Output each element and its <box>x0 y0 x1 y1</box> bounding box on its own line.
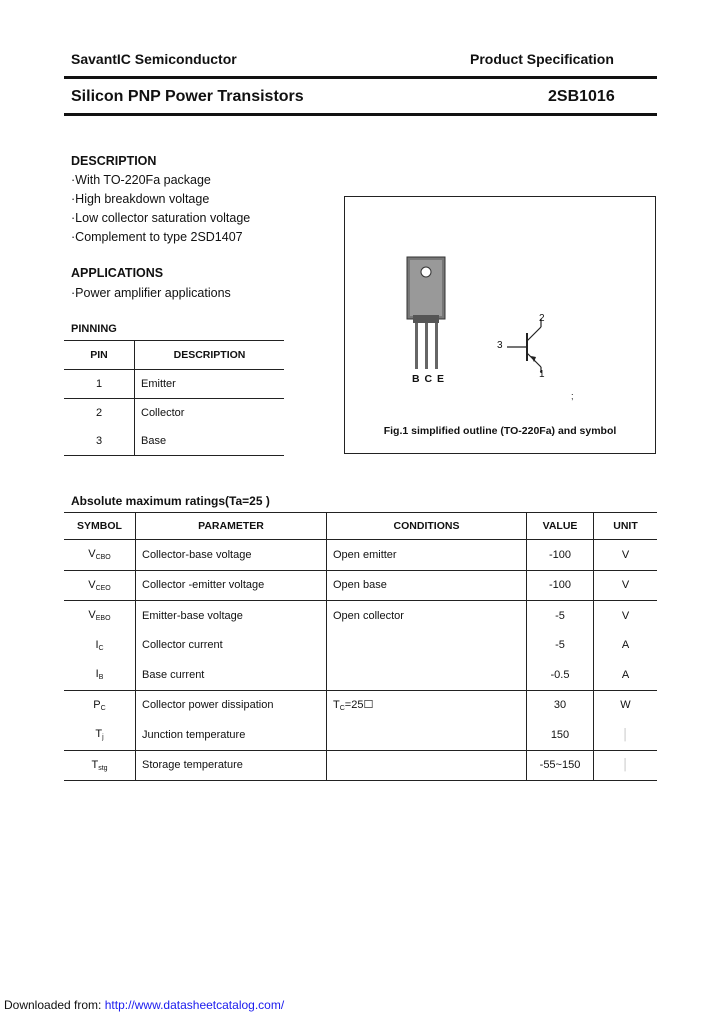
symbol-emitter-label: 1 <box>539 369 545 380</box>
pin-description: Collector <box>135 399 285 428</box>
table-row <box>64 601 657 631</box>
table-row <box>64 660 657 690</box>
conditions-header: CONDITIONS <box>327 513 527 540</box>
symbol-base-label: 3 <box>497 340 503 351</box>
conditions-cell <box>327 631 527 661</box>
footer-prefix: Downloaded from: <box>4 998 102 1012</box>
package-outline-drawing <box>345 197 655 417</box>
table-row <box>64 750 657 781</box>
pin-number: 2 <box>64 399 135 428</box>
conditions-cell <box>327 720 527 750</box>
pin-description: Emitter <box>141 378 176 390</box>
value-cell: -5 <box>527 631 594 661</box>
unit-cell: V <box>594 570 658 601</box>
table-row <box>64 570 657 601</box>
footer-link[interactable]: http://www.datasheetcatalog.com/ <box>104 998 285 1012</box>
symbol-collector-label: 2 <box>539 313 545 324</box>
symbol-cell: $V_{CEO}$ <box>64 570 136 601</box>
table-row <box>64 540 657 571</box>
company-name: SavantIC Semiconductor <box>71 51 237 67</box>
description-item: ·High breakdown voltage <box>71 192 210 206</box>
description-item: ·Low collector saturation voltage <box>71 211 251 225</box>
header-rule-top <box>64 76 657 79</box>
ratings-table <box>64 512 657 781</box>
pin-header: PIN <box>64 341 135 370</box>
unit-cell: W <box>620 699 631 712</box>
table-row <box>64 690 657 720</box>
value-cell: 30 <box>527 690 594 720</box>
value-cell: -55~150 <box>527 750 594 781</box>
pin-letters: B C E <box>412 373 446 385</box>
table-row <box>64 370 284 399</box>
value-cell: -100 <box>527 540 594 571</box>
unit-cell: │ <box>594 750 658 781</box>
footer <box>4 998 284 1012</box>
conditions-cell <box>327 660 527 690</box>
product-family: Silicon PNP Power Transistors <box>71 88 304 105</box>
table-row <box>64 720 657 750</box>
value-header: VALUE <box>527 513 594 540</box>
conditions-cell: Open emitter <box>327 540 527 571</box>
parameter-cell: Collector power dissipation <box>136 690 327 720</box>
conditions-cell: Open collector <box>327 601 527 631</box>
parameter-cell: Collector current <box>136 631 327 661</box>
unit-header: UNIT <box>594 513 658 540</box>
table-row <box>64 399 284 428</box>
table-row <box>64 427 284 456</box>
symbol-header: SYMBOL <box>64 513 136 540</box>
pin-number: 3 <box>64 427 135 456</box>
pin-description: Base <box>135 427 285 456</box>
conditions-cell: Open base <box>327 570 527 601</box>
symbol-cell: $I_C$ <box>64 631 136 661</box>
unit-cell: V <box>594 540 658 571</box>
unit-cell: A <box>621 639 630 652</box>
description-item: ·Complement to type 2SD1407 <box>71 230 243 244</box>
parameter-cell: Emitter-base voltage <box>136 601 327 631</box>
header-rule-bottom <box>64 113 657 116</box>
stray-mark: ; <box>571 391 574 401</box>
pinning-title: PINNING <box>71 323 117 335</box>
figure-caption: Fig.1 simplified outline (TO-220Fa) and symbol <box>383 425 617 437</box>
value-cell: 150 <box>527 720 594 750</box>
parameter-cell: Collector -emitter voltage <box>136 570 327 601</box>
unit-cell: │ <box>594 720 658 750</box>
doc-type: Product Specification <box>470 51 614 67</box>
applications-title: APPLICATIONS <box>71 266 164 280</box>
symbol-cell: $T_j$ <box>64 720 136 750</box>
unit-cell: V <box>621 609 630 622</box>
symbol-cell: $I_B$ <box>64 660 136 690</box>
figure-box <box>344 196 656 454</box>
conditions-cell <box>327 750 527 781</box>
pin-number: 1 <box>64 370 135 399</box>
pin-description-header: DESCRIPTION <box>135 341 285 370</box>
description-title: DESCRIPTION <box>71 154 157 168</box>
applications-item: ·Power amplifier applications <box>71 286 231 300</box>
unit-cell: A <box>594 660 658 690</box>
parameter-cell: Collector-base voltage <box>136 540 327 571</box>
symbol-cell: $V_{CBO}$ <box>64 540 136 571</box>
symbol-cell: $T_{stg}$ <box>64 750 136 781</box>
value-cell: -5 <box>527 601 594 631</box>
table-row <box>64 631 657 661</box>
value-cell: -100 <box>527 570 594 601</box>
part-number: 2SB1016 <box>548 88 615 105</box>
description-item: ·With TO-220Fa package <box>71 173 211 187</box>
parameter-cell: Storage temperature <box>136 750 327 781</box>
ratings-title: Absolute maximum ratings(Ta=25 ) <box>71 494 270 508</box>
value-cell: -0.5 <box>527 660 594 690</box>
parameter-cell: Base current <box>136 660 327 690</box>
symbol-cell: $P_C$ <box>64 690 136 720</box>
symbol-cell: $V_{EBO}$ <box>64 601 136 631</box>
conditions-cell: $T_C=25☐$ <box>327 690 527 720</box>
pinning-table <box>64 340 284 456</box>
parameter-header: PARAMETER <box>136 513 327 540</box>
parameter-cell: Junction temperature <box>136 720 327 750</box>
